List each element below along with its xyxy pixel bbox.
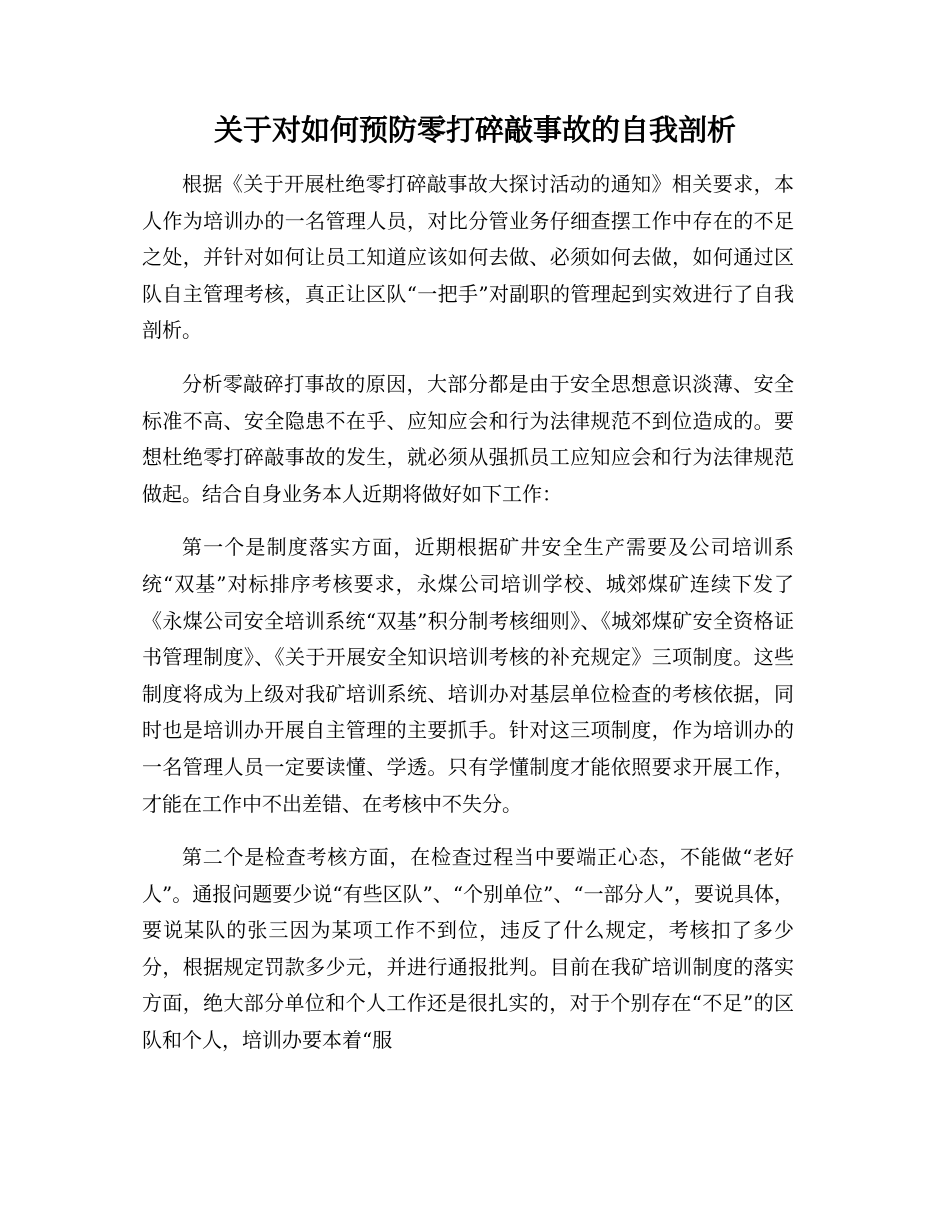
document-body — [142, 166, 794, 1076]
paragraph-1: 根据《关于开展杜绝零打碎敲事故大探讨活动的通知》相关要求，本人作为培训办的一名管理人员，对比分管业务仔细查摆工作中存在的不足之处，并针对如何让员工知道应该如何去做、必须如何去做，如何通过区队自主管理考核，真正让区队“一把手”对副职的管理起到实效进行了自我剖析。 — [142, 172, 794, 343]
paragraph-4: 第二个是检查考核方面，在检查过程当中要端正心态，不能做“老好人”。通报问题要少说“有些区队”、“个别单位”、“一部分人”，要说具体，要说某队的张三因为某项工作不到位，违反了什么规定，考核扣了多少分，根据规定罚款多少元，并进行通报批判。目前在我矿培训制度的落实方面，绝大部分单位和个人工作还是很扎实的，对于个别存在“不足”的区队和个人，培训办要本着“服 — [142, 845, 794, 1053]
document-title: 关于对如何预防零打碎敲事故的自我剖析 — [213, 113, 736, 147]
paragraph-3: 第一个是制度落实方面，近期根据矿井安全生产需要及公司培训系统“双基”对标排序考核要求，永煤公司培训学校、城郊煤矿连续下发了《永煤公司安全培训系统“双基”积分制考核细则》、《城郊煤矿安全资格证书管理制度》、《关于开展安全知识培训考核的补充规定》三项制度。这些制度将成为上级对我矿培训系统、培训办对基层单位检查的考核依据，同时也是培训办开展自主管理的主要抓手。针对这三项制度，作为培训办的一名管理人员一定要读懂、学透。只有学懂制度才能依照要求开展工作，才能在工作中不出差错、在考核中不失分。 — [142, 535, 794, 816]
paragraph-2: 分析零敲碎打事故的原因，大部分都是由于安全思想意识淡薄、安全标准不高、安全隐患不在乎、应知应会和行为法律规范不到位造成的。要想杜绝零打碎敲事故的发生，就必须从强抓员工应知应会和行为法律规范做起。结合自身业务本人近期将做好如下工作： — [142, 371, 794, 506]
